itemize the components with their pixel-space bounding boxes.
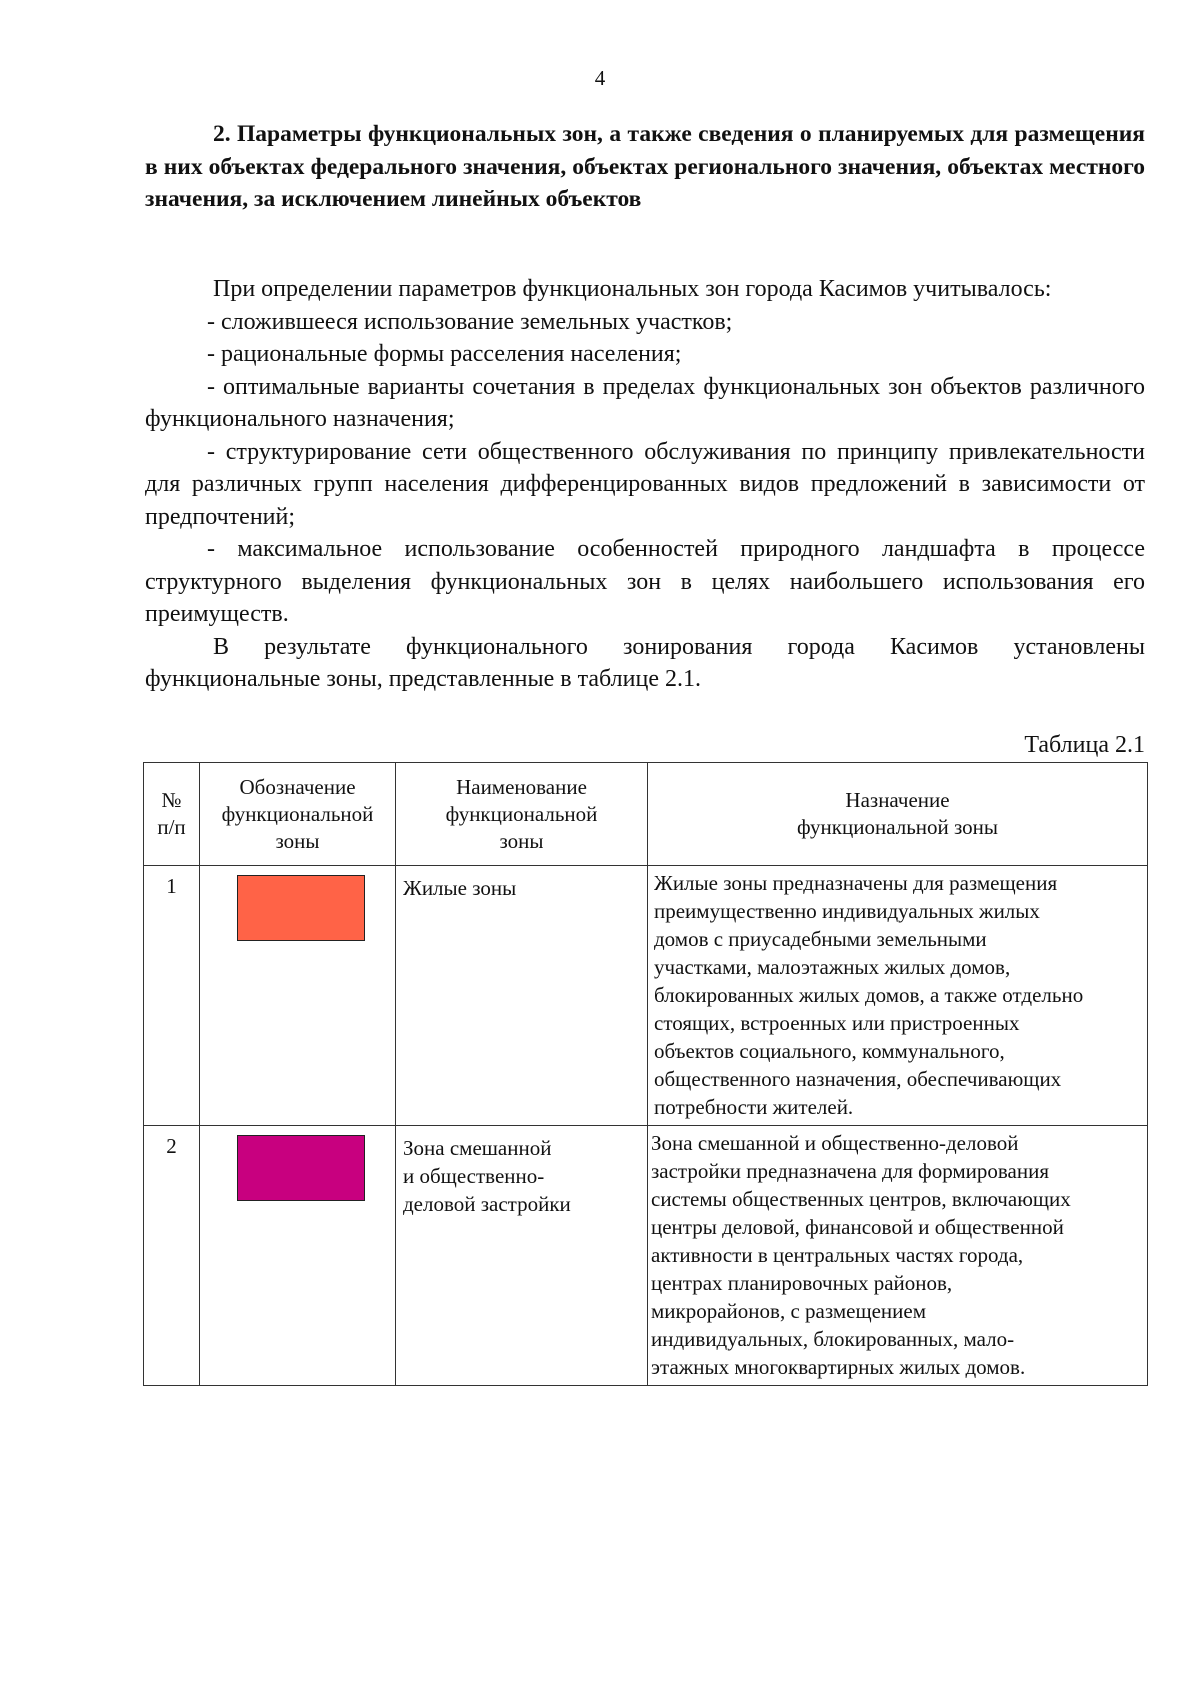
zone-purpose-line: домов с приусадебными земельными [654, 927, 987, 951]
paragraph: В результате функционального зонирования города Касимов установлены функциональные зоны, представленные в таблице 2.1. [145, 633, 1145, 692]
zone-purpose-line: этажных многоквартирных жилых домов. [651, 1355, 1026, 1379]
header-name [396, 763, 648, 866]
zones-table [143, 762, 1148, 1386]
zone-purpose-line: застройки предназначена для формирования [651, 1159, 1050, 1183]
section-heading: 2. Параметры функциональных зон, а также сведения о планируемых для размещения в них объектах федерального значения, объектах регионального значения, объектах местного значения, за исключением линейных объектов [145, 121, 1145, 212]
zone-purpose [648, 1126, 1148, 1386]
page-number: 4 [594, 66, 606, 90]
header-designation [200, 763, 396, 866]
header-num-line: п/п [157, 815, 186, 839]
header-designation-line: Обозначение [239, 774, 356, 799]
zone-name [396, 1126, 648, 1386]
table-row [144, 866, 1148, 1126]
zone-name [396, 866, 648, 1126]
zone-purpose-line: микрорайонов, с размещением [651, 1299, 927, 1323]
table-header-row [144, 763, 1148, 866]
header-designation-line: зоны [275, 828, 320, 853]
zone-purpose-line: преимущественно индивидуальных жилых [654, 899, 1040, 923]
zone-purpose-line: системы общественных центров, включающих [651, 1187, 1071, 1211]
zone-color-swatch [237, 1135, 365, 1201]
zone-purpose-line: центры деловой, финансовой и общественной [651, 1215, 1064, 1239]
header-name-line: функциональной [445, 801, 598, 826]
zone-designation [200, 866, 396, 1126]
header-purpose-line: функциональной зоны [796, 815, 999, 839]
zone-purpose-line: активности в центральных частях города, [651, 1243, 1024, 1267]
table-caption: Таблица 2.1 [1024, 732, 1145, 758]
zone-purpose-line: участками, малоэтажных жилых домов, [654, 955, 1011, 979]
header-name-line: зоны [499, 828, 544, 853]
table-row [144, 1126, 1148, 1386]
zone-purpose-line: Зона смешанной и общественно-деловой [651, 1131, 1019, 1155]
zone-purpose-line: Жилые зоны предназначены для размещения [654, 871, 1058, 895]
zone-purpose-line: потребности жителей. [654, 1095, 854, 1119]
row-number: 2 [144, 1126, 200, 1386]
row-number: 1 [144, 866, 200, 1126]
zone-name-line: Жилые зоны [403, 876, 517, 900]
header-purpose-line: Назначение [845, 788, 950, 812]
header-purpose [648, 763, 1148, 866]
list-item: - сложившееся использование земельных участков; [207, 308, 733, 335]
header-num-line: № [161, 788, 182, 812]
zone-purpose-line: центрах планировочных районов, [651, 1271, 953, 1295]
list-item: - оптимальные варианты сочетания в пределах функциональных зон объектов различного функционального назначения; [145, 373, 1145, 432]
zone-color-swatch [237, 875, 365, 941]
paragraph: При определении параметров функциональных зон города Касимов учитывалось: [213, 276, 1052, 302]
list-item: - структурирование сети общественного обслуживания по принципу привлекательности для различных групп населения дифференцированных видов предложений в зависимости от предпочтений; [145, 438, 1145, 530]
zone-designation [200, 1126, 396, 1386]
zone-purpose-line: общественного назначения, обеспечивающих [654, 1067, 1062, 1091]
header-name-line: Наименование [456, 774, 587, 799]
zone-name-line: деловой застройки [403, 1192, 571, 1216]
zone-name-line: и общественно- [403, 1164, 545, 1188]
header-designation-line: функциональной [221, 801, 374, 826]
zone-purpose-line: стоящих, встроенных или пристроенных [654, 1011, 1020, 1035]
list-item: - рациональные формы расселения населения; [207, 341, 682, 367]
zone-purpose [648, 866, 1148, 1126]
zone-purpose-line: индивидуальных, блокированных, мало- [651, 1327, 1015, 1351]
list-item: - максимальное использование особенностей природного ландшафта в процессе структурного выделения функциональных зон в целях наибольшего использования его преимуществ. [145, 536, 1145, 627]
zone-purpose-line: объектов социального, коммунального, [654, 1039, 1005, 1063]
body-text [145, 273, 1145, 696]
zone-name-line: Зона смешанной [403, 1136, 552, 1160]
zone-purpose-line: блокированных жилых домов, а также отдельно [654, 983, 1084, 1007]
header-num [144, 763, 200, 866]
